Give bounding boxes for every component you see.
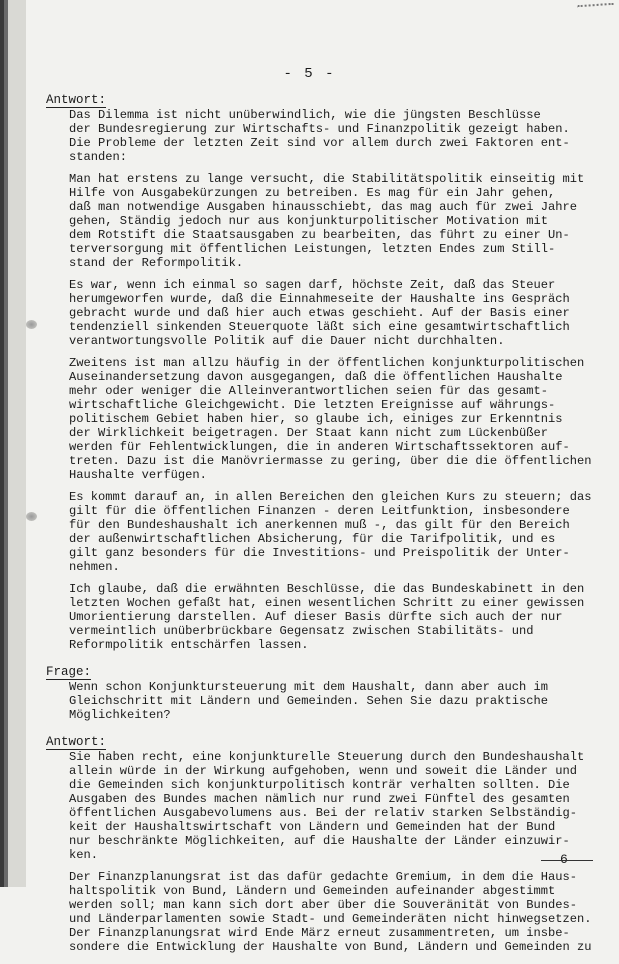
answer-section-1 [46,90,598,652]
continuation-page-number: 6 [560,852,568,867]
continuation-rule [541,860,593,861]
page-number: - 5 - [283,66,336,82]
paragraph: Es kommt darauf an, in allen Bereichen den gleichen Kurs zu steuern; das gilt für die öffentlichen Finanzen - deren Leitfunktion, insbesondere für den Bundeshaushalt ich anerkennen muß -, das gilt für den Bereich der außenwirtschaftlichen Absicherung, für die Tarifpolitik, und es gilt ganz besonders für die Investitions- und Preispolitik der Unter- nehmen. [69,490,592,574]
paragraph: Ich glaube, daß die erwähnten Beschlüsse, die das Bundeskabinett in den letzten Wochen gefaßt hat, einen wesentlichen Schritt zu einer gewissen Umorientierung darstellen. Auf dieser Basis dürfte sich auch der nur vermeintlich unüberbrückbare Gegensatz zwischen Stabilitäts- und Reformpolitik entschärfen lassen. [69,582,585,652]
binding-edge [0,0,26,887]
answer-section-2 [46,732,598,954]
section-label: Antwort: [46,93,107,107]
section-label: Frage: [46,665,92,679]
paragraph: Es war, wenn ich einmal so sagen darf, höchste Zeit, daß das Steuer herumgeworfen wurde, daß die Einnahmeseite der Haushalte ins Gespräch gebracht wurde und daß hier auch etwas geschieht. Auf der Basis einer tendenziell sinkenden Steuerquote läßt sich eine gesamtwirtschaftlich verantwortungsvolle Politik auf die Dauer nicht durchhalten. [69,278,570,348]
section-label: Antwort: [46,735,107,749]
paragraph: Man hat erstens zu lange versucht, die Stabilitätspolitik einseitig mit Hilfe von Ausgabekürzungen zu betreiben. Es mag für ein Jahr gehen, daß man notwendige Ausgaben hinausschiebt, das mag auch für zwei Jahre gehen, Ständig jedoch nur aus konjunkturpolitischer Motivation mit dem Rotstift die Staatsausgaben zu bearbeiten, das führt zu einer Un- terversorgung mit öffentlichen Leistungen, letzten Endes zum Still- stand der Reformpolitik. [69,172,585,270]
document-body [46,90,598,964]
paragraph: Der Finanzplanungsrat ist das dafür gedachte Gremium, in dem die Haus- haltspolitik von Bund, Ländern und Gemeinden aufeinander abgestimmt werden soll; man kann sich dort aber über die Souveränität von Bundes- und Länderparlamenten sowie Stadt- und Gemeinderäten nicht hinwegsetzen. Der Finanzplanungsrat wird Ende März erneut zusammentreten, um insbe- sondere die Entwicklung der Haushalte von Bund, Ländern und Gemeinden zu [69,870,592,954]
paragraph: Sie haben recht, eine konjunkturelle Steuerung durch den Bundeshaushalt allein würde in der Wirkung aufgehoben, wenn und soweit die Länder und die Gemeinden sich konjunkturpolitisch konträr verhalten sollten. Die Ausgaben des Bundes machen nämlich nur rund zwei Fünftel des gesamten öffentlichen Ausgabevolumens aus. Bei der relativ starken Selbständig- keit der Haushaltswirtschaft von Ländern und Gemeinden hat der Bund nur beschränkte Möglichkeiten, auf die Haushalte der Länder einzuwir- ken. [69,750,585,862]
punch-hole [26,320,37,329]
paragraph: Das Dilemma ist nicht unüberwindlich, wie die jüngsten Beschlüsse der Bundesregierung zur Wirtschafts- und Finanzpolitik gezeigt haben. Die Probleme der letzten Zeit sind vor allem durch zwei Faktoren ent- standen: [69,108,570,164]
question-section [46,662,598,722]
scan-mark [578,3,615,19]
paragraph: Zweitens ist man allzu häufig in der öffentlichen konjunkturpolitischen Auseinandersetzung davon ausgegangen, daß die öffentlichen Haushalte mehr oder weniger die Alleinverantwortlichen seien für das gesamt- wirtschaftliche Gleichgewicht. Die letzten Ereignisse auf währungs- politischem Gebiet haben hier, so glaube ich, einiges zur Erkenntnis der Wirklichkeit beigetragen. Der Staat kann nicht zum Lückenbüßer werden für Fehlentwicklungen, die in anderen Wirtschaftssektoren auf- treten. Dazu ist die Manövriermasse zu gering, über die die öffentlichen Haushalte verfügen. [69,356,592,482]
paragraph: Wenn schon Konjunktursteuerung mit dem Haushalt, dann aber auch im Gleichschritt mit Ländern und Gemeinden. Sehen Sie dazu praktische Möglichkeiten? [69,680,548,722]
punch-hole [26,512,37,521]
